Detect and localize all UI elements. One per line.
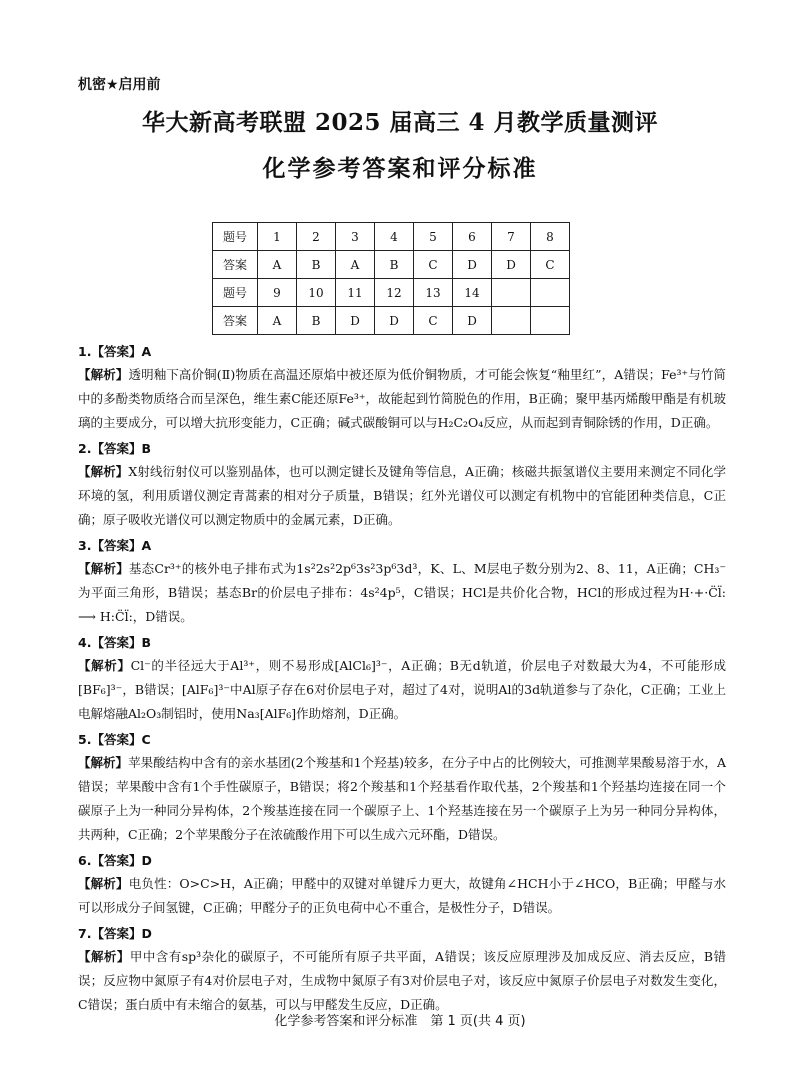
explanation-body: Cl⁻的半径远大于Al³⁺，则不易形成[AlCl₆]³⁻，A正确；B无d轨道，价层电子对数最大为4，不可能形成[BF₆]³⁻，B错误；[AlF₆]³⁻中Al原子存在6对价层电子对，超过了4对，说明Al的3d轨道参与了杂化，C正确；工业上电解熔融Al₂O₃制铝时，使用Na₃[AlF₆]作助熔剂，D正确。 xyxy=(78,658,726,721)
answer-table xyxy=(212,222,570,335)
question-number: 1 xyxy=(258,223,297,251)
answer-item xyxy=(78,340,726,435)
explanation-text xyxy=(78,654,726,726)
explanation-text xyxy=(78,751,726,847)
question-number: 6 xyxy=(453,223,492,251)
answer-item xyxy=(78,849,726,920)
explanation-label: 【解析】 xyxy=(78,367,129,382)
explanation-body: X射线衍射仪可以鉴别晶体，也可以测定键长及键角等信息，A正确；核磁共振氢谱仪主要用来测定不同化学环境的氢，利用质谱仪测定青蒿素的相对分子质量，B错误；红外光谱仪可以测定有机物中的官能团种类信息，C正确；原子吸收光谱仪可以测定物质中的金属元素，D正确。 xyxy=(78,464,726,527)
answer-table-row xyxy=(213,279,570,307)
answer-cell: D xyxy=(492,251,531,279)
answer-cell: D xyxy=(453,251,492,279)
answer-cell: B xyxy=(297,307,336,335)
explanation-body: 电负性：O>C>H，A正确；甲醛中的双键对单键斥力更大，故键角∠HCH小于∠HCO，B正确；甲醛与水可以形成分子间氢键，C正确；甲醛分子的正负电荷中心不重合，是极性分子，D错误。 xyxy=(78,876,726,915)
empty-cell xyxy=(531,307,570,335)
answer-item xyxy=(78,437,726,532)
explanation-body: 基态Cr³⁺的核外电子排布式为1s²2s²2p⁶3s²3p⁶3d³，K、L、M层电子数分别为2、8、11，A正确；CH₃⁻为平面三角形，B错误；基态Br的价层电子排布：4s²4p⁵，C错误；HCl是共价化合物，HCl的形成过程为H·+·C̈l̈: ⟶ H:C̈l̈:，D错误。 xyxy=(78,561,726,624)
question-number: 14 xyxy=(453,279,492,307)
explanation-label: 【解析】 xyxy=(78,658,131,673)
explanation-list xyxy=(78,340,726,1019)
document-subtitle: 化学参考答案和评分标准 xyxy=(262,156,538,182)
answer-heading: 6.【答案】D xyxy=(78,853,152,868)
answer-heading: 5.【答案】C xyxy=(78,732,151,747)
question-number: 7 xyxy=(492,223,531,251)
question-number: 5 xyxy=(414,223,453,251)
exam-title: 华大新高考联盟 2025 届高三 4 月教学质量测评 xyxy=(141,109,659,136)
row-label: 答案 xyxy=(213,251,258,279)
empty-cell xyxy=(492,307,531,335)
empty-cell xyxy=(531,279,570,307)
question-number: 13 xyxy=(414,279,453,307)
explanation-label: 【解析】 xyxy=(78,561,129,576)
answer-heading: 7.【答案】D xyxy=(78,926,152,941)
explanation-text xyxy=(78,363,726,435)
explanation-text xyxy=(78,460,726,532)
answer-item xyxy=(78,728,726,847)
answer-cell: B xyxy=(375,251,414,279)
answer-cell: A xyxy=(258,307,297,335)
answer-cell: C xyxy=(531,251,570,279)
explanation-body: 苹果酸结构中含有的亲水基团(2个羧基和1个羟基)较多，在分子中占的比例较大，可推测苹果酸易溶于水，A错误；苹果酸中含有1个手性碳原子，B错误；将2个羧基和1个羟基看作取代基，2个羧基和1个羟基均连接在同一个碳原子上为一种同分异构体，2个羧基连接在同一个碳原子上、1个羟基连接在另一个碳原子上为另一种同分异构体，共两种，C正确；2个苹果酸分子在浓硫酸作用下可以生成六元环酯，D错误。 xyxy=(78,755,726,842)
secret-mark: 机密★启用前 xyxy=(78,77,161,93)
question-number: 12 xyxy=(375,279,414,307)
answer-cell: A xyxy=(336,251,375,279)
answer-heading: 2.【答案】B xyxy=(78,441,151,456)
answer-table-row xyxy=(213,223,570,251)
answer-item xyxy=(78,631,726,726)
answer-cell: C xyxy=(414,251,453,279)
answer-cell: D xyxy=(375,307,414,335)
answer-table-row xyxy=(213,307,570,335)
question-number: 11 xyxy=(336,279,375,307)
empty-cell xyxy=(492,279,531,307)
answer-cell: D xyxy=(336,307,375,335)
row-label: 答案 xyxy=(213,307,258,335)
explanation-text xyxy=(78,872,726,920)
question-number: 3 xyxy=(336,223,375,251)
explanation-label: 【解析】 xyxy=(78,876,129,891)
question-number: 10 xyxy=(297,279,336,307)
answer-cell: B xyxy=(297,251,336,279)
explanation-body: 透明釉下高价铜(Ⅱ)物质在高温还原焰中被还原为低价铜物质，才可能会恢复“釉里红”，A错误；Fe³⁺与竹简中的多酚类物质络合而呈深色，维生素C能还原Fe³⁺，故能起到竹简脱色的作用，B正确；聚甲基丙烯酸甲酯是有机玻璃的主要成分，可以增大抗形变能力，C正确；碱式碳酸铜可以与H₂C₂O₄反应，从而起到青铜除锈的作用，D正确。 xyxy=(78,367,726,430)
page-footer: 化学参考答案和评分标准 第 1 页(共 4 页) xyxy=(274,1014,526,1029)
answer-heading: 3.【答案】A xyxy=(78,538,152,553)
question-number: 8 xyxy=(531,223,570,251)
explanation-text xyxy=(78,557,726,629)
row-label: 题号 xyxy=(213,223,258,251)
answer-cell: D xyxy=(453,307,492,335)
answer-cell: C xyxy=(414,307,453,335)
question-number: 9 xyxy=(258,279,297,307)
explanation-label: 【解析】 xyxy=(78,755,129,770)
explanation-body: 甲中含有sp³杂化的碳原子，不可能所有原子共平面，A错误；该反应原理涉及加成反应、消去反应，B错误；反应物中氮原子有4对价层电子对，生成物中氮原子有3对价层电子对，该反应中氮原子价层电子对数发生变化，C错误；蛋白质中有未缩合的氨基，可以与甲醛发生反应，D正确。 xyxy=(78,949,726,1012)
explanation-label: 【解析】 xyxy=(78,949,130,964)
row-label: 题号 xyxy=(213,279,258,307)
explanation-label: 【解析】 xyxy=(78,464,129,479)
answer-heading: 4.【答案】B xyxy=(78,635,151,650)
question-number: 4 xyxy=(375,223,414,251)
question-number: 2 xyxy=(297,223,336,251)
answer-item xyxy=(78,922,726,1017)
answer-cell: A xyxy=(258,251,297,279)
answer-table-row xyxy=(213,251,570,279)
explanation-text xyxy=(78,945,726,1017)
answer-item xyxy=(78,534,726,629)
answer-heading: 1.【答案】A xyxy=(78,344,152,359)
